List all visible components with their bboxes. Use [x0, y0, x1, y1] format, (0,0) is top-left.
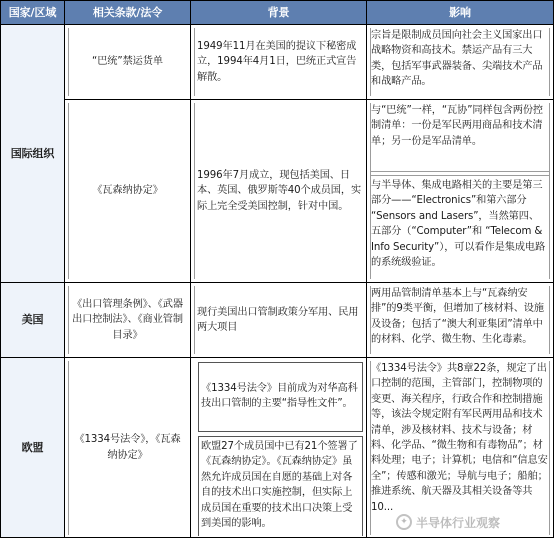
watermark-text: 半导体行业观察: [416, 515, 501, 530]
region-eu: 欧盟: [1, 358, 64, 537]
wassenaar-background: 1996年7月成立，现包括美国、日本、英国、俄罗斯等40个成员国，实际上完全受美国控制，针对中国。: [197, 169, 362, 212]
wechat-logo-icon: ✦: [396, 514, 412, 530]
usa-impact: 两用品管制清单基本上与“瓦森纳安排”的9类平衡，但增加了核材料、设施及设备；包括了“澳大利亚集团”清单中的材料、化学、微生物、生化毒素。: [371, 288, 544, 346]
eu-background-directive: 《1334号法令》目前成为对华高科技出口管制的主要“指导性文件”。: [201, 382, 358, 409]
header-background: 背景: [191, 1, 366, 24]
header-region: 国家/区域: [1, 1, 64, 24]
cocom-law: “巴统”禁运货单: [92, 56, 163, 68]
wassenaar-law: 《瓦森纳协定》: [92, 185, 163, 197]
cocom-impact: 宗旨是限制成员国向社会主义国家出口战略物资和高技术。禁运产品有三大类，包括军事武器装备、尖端技术产品和战略产品。: [371, 30, 543, 88]
header-impact: 影响: [367, 1, 553, 24]
eu-background-wassenaar: 欧盟27个成员国中已有21个签署了《瓦森纳协定》。《瓦森纳协定》虽然允许成员国在自愿的基础上对各自的技术出口实施控制，但实际上成员国在重要的技术出口决策上受到美国的影响。: [201, 441, 358, 530]
usa-background: 现行美国出口管制政策分军用、民用两大项目: [197, 306, 359, 333]
region-usa: 美国: [1, 283, 64, 357]
usa-law: 《出口管理条例》、《武器出口控制法》、《商业管制目录》: [72, 298, 183, 341]
header-law: 相关条款/法令: [65, 1, 190, 24]
wassenaar-impact-ic-categories: 与半导体、集成电路相关的主要是第三部分——“Electronics”和第六部分 “Sensors and Lasers”，当然第四、五部分（“Computer”和 “Telecom & Info Security”），可以看作是集成电路的系统级验证。: [371, 180, 546, 269]
cocom-background: 1949年11月在美国的提议下秘密成立，1994年4月1日，巴统正式宣告解散。: [197, 40, 357, 83]
eu-impact: 《1334号法令》共8章22条，规定了出口控制的范围，主管部门，控制物项的变更、海关程序，行政合作和控制措施等，该法令规定附有军民两用品和技术清单，涉及核材料、技术与设备；材料、化学品、“微生物和有毒物品”；材料处理；电子；计算机；电信和“信息安全”；传感和激光；导航与电子；船舶；推进系统、航天器及其相关设备等共10...: [371, 363, 548, 513]
wassenaar-impact-control-lists: 与“巴统”一样，“瓦协”同样包含两份控制清单：一份是军民两用商品和技术清单；另一份是军品清单。: [371, 105, 544, 147]
eu-law: 《1334号法令》，《瓦森纳协定》: [74, 434, 181, 461]
region-international: 国际组织: [1, 25, 64, 282]
